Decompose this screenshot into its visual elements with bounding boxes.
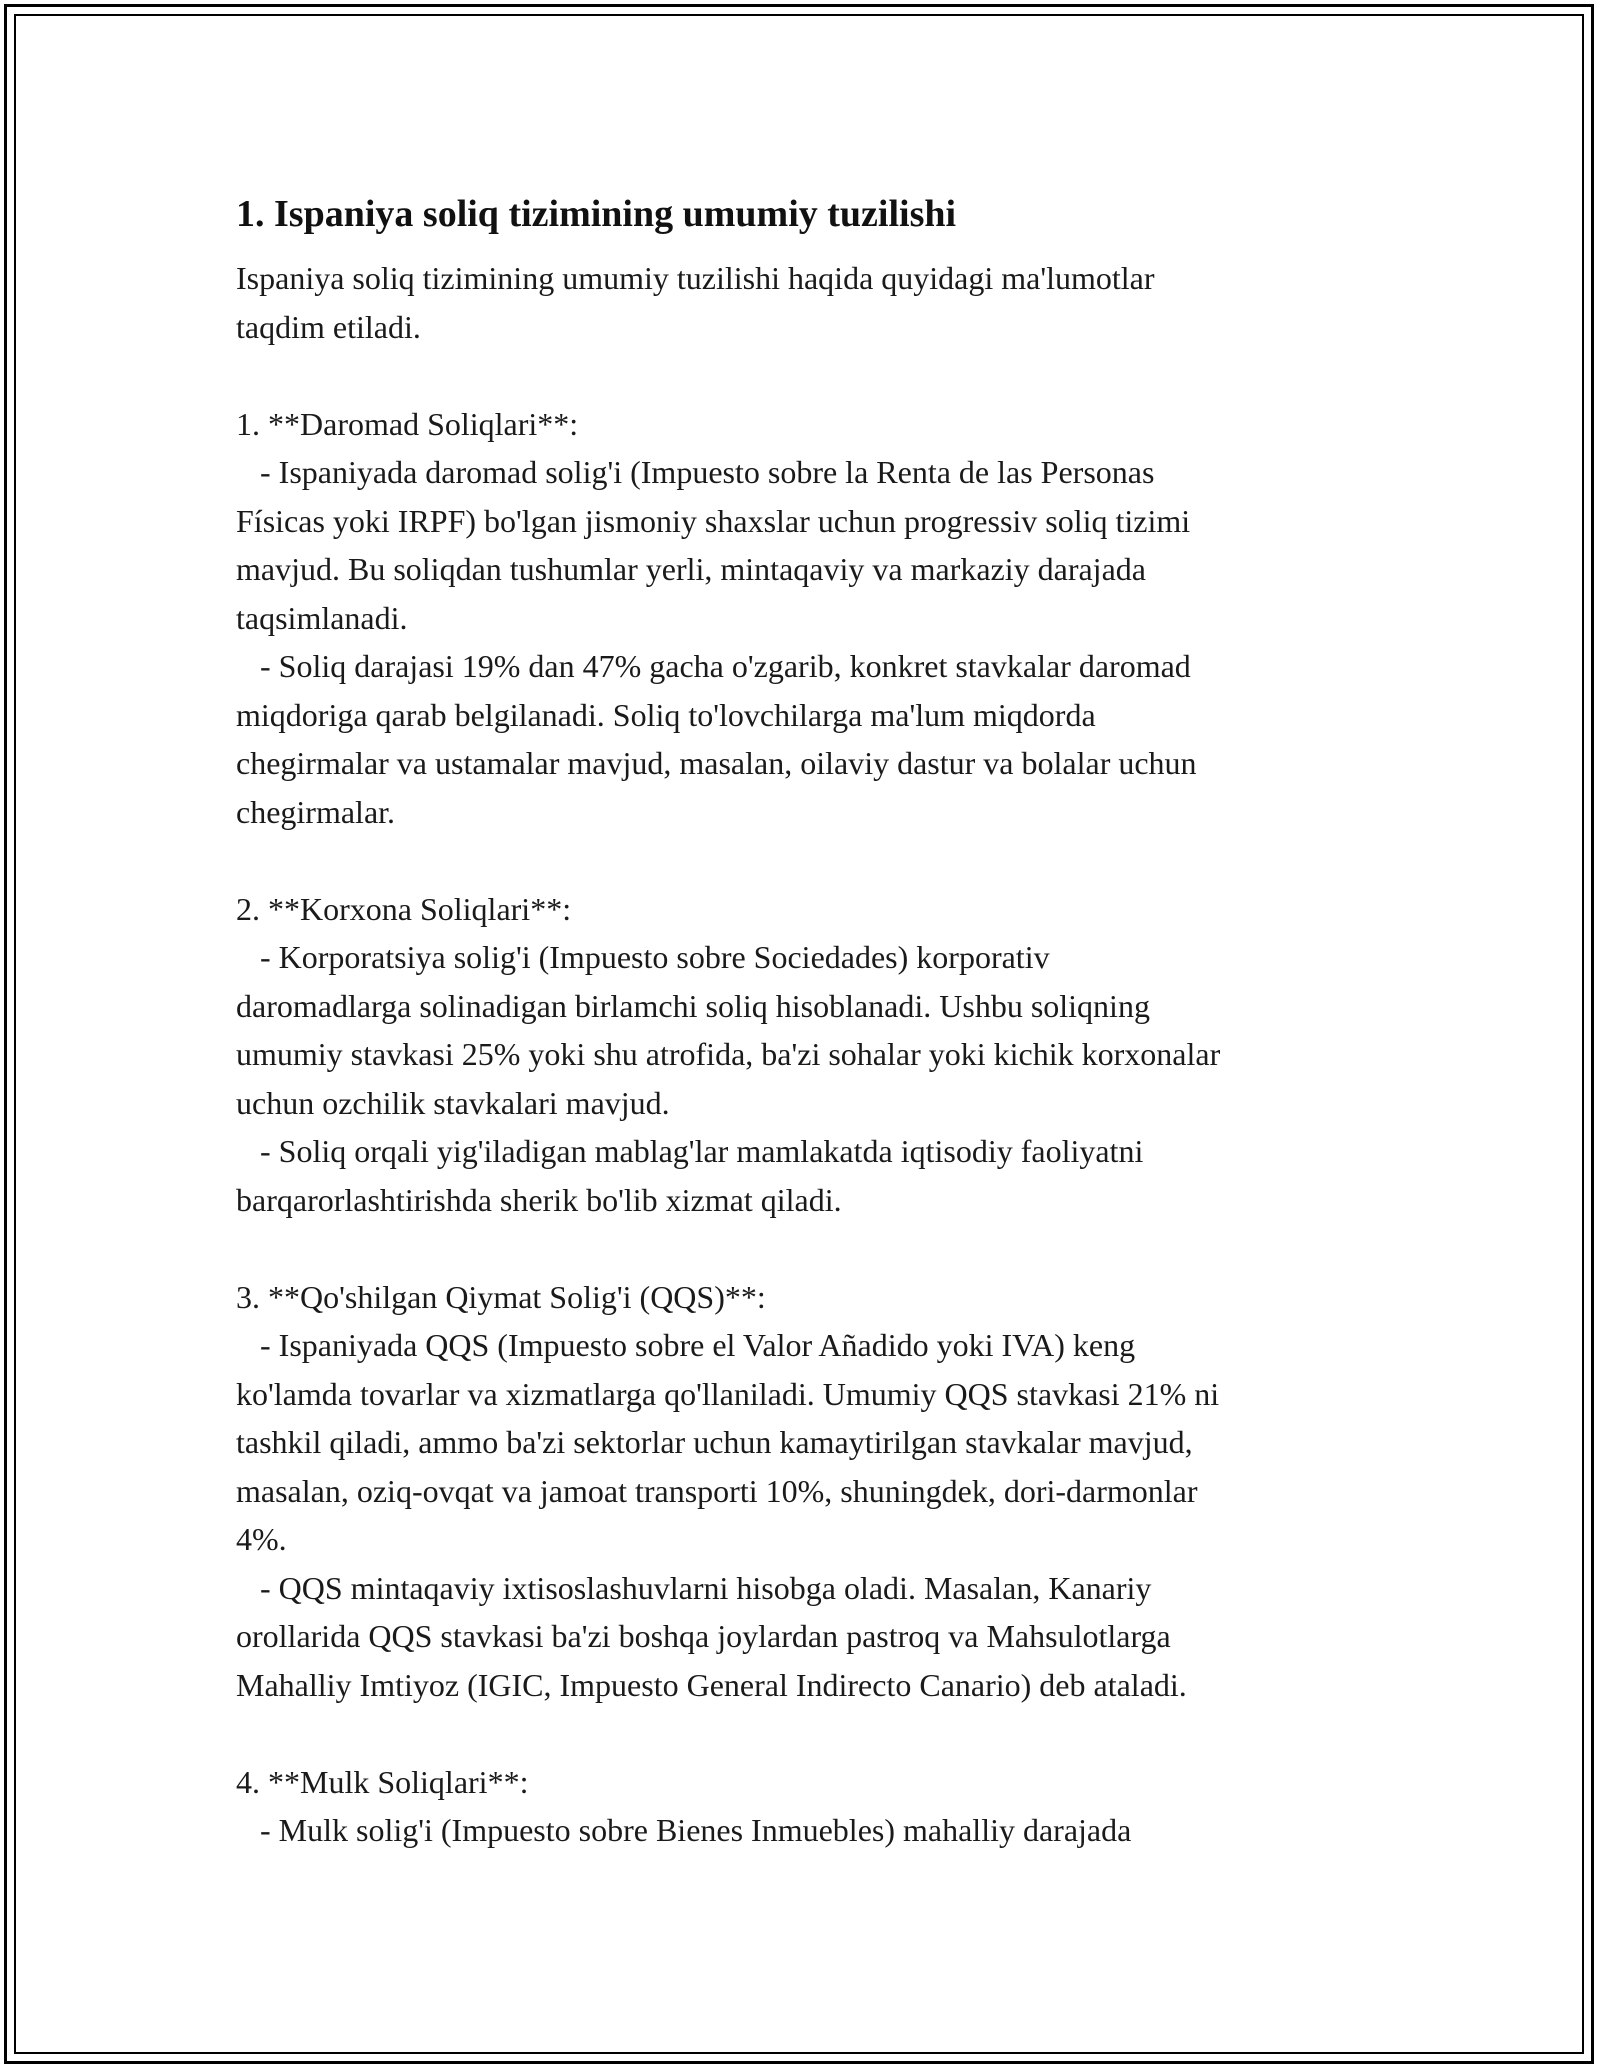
- document-page: [236, 188, 1376, 1855]
- document-body: 1. **Daromad Soliqlari**: - Ispaniyada daromad solig'i (Impuesto sobre la Renta de las Personas Físicas yoki IRPF) bo'lgan jismoniy shaxslar uchun progressiv soliq tizimi mavjud. Bu soliqdan tushumlar yerli, mintaqaviy va markaziy darajada taqsimlanadi. - Soliq darajasi 19% dan 47% gacha o'zgarib, konkret stavkalar daromad miqdoriga qarab belgilanadi. Soliq to'lovchilarga ma'lum miqdorda chegirmalar va ustamalar mavjud, masalan, oilaviy dastur va bolalar uchun chegirmalar. 2. **Korxona Soliqlari**: - Korporatsiya solig'i (Impuesto sobre Sociedades) korporativ daromadlarga solinadigan birlamchi soliq hisoblanadi. Ushbu soliqning umumiy stavkasi 25% yoki shu atrofida, ba'zi sohalar yoki kichik korxonalar uchun ozchilik stavkalari mavjud. - Soliq orqali yig'iladigan mablag'lar mamlakatda iqtisodiy faoliyatni barqarorlashtirishda sherik bo'lib xizmat qiladi. 3. **Qo'shilgan Qiymat Solig'i (QQS)**: - Ispaniyada QQS (Impuesto sobre el Valor Añadido yoki IVA) keng ko'lamda tovarlar va xizmatlarga qo'llaniladi. Umumiy QQS stavkasi 21% ni tashkil qiladi, ammo ba'zi sektorlar uchun kamaytirilgan stavkalar mavjud, masalan, oziq-ovqat va jamoat transporti 10%, shuningdek, dori-darmonlar 4%. - QQS mintaqaviy ixtisoslashuvlarni hisobga oladi. Masalan, Kanariy orollarida QQS stavkasi ba'zi boshqa joylardan pastroq va Mahsulotlarga Mahalliy Imtiyoz (IGIC, Impuesto General Indirecto Canario) deb ataladi. 4. **Mulk Soliqlari**: - Mulk solig'i (Impuesto sobre Bienes Inmuebles) mahalliy darajada: [236, 405, 1221, 1848]
- document-intro: Ispaniya soliq tizimining umumiy tuzilishi haqida quyidagi ma'lumotlar taqdim etiladi.: [236, 260, 1155, 345]
- document-title: 1. Ispaniya soliq tizimining umumiy tuzilishi: [236, 193, 957, 235]
